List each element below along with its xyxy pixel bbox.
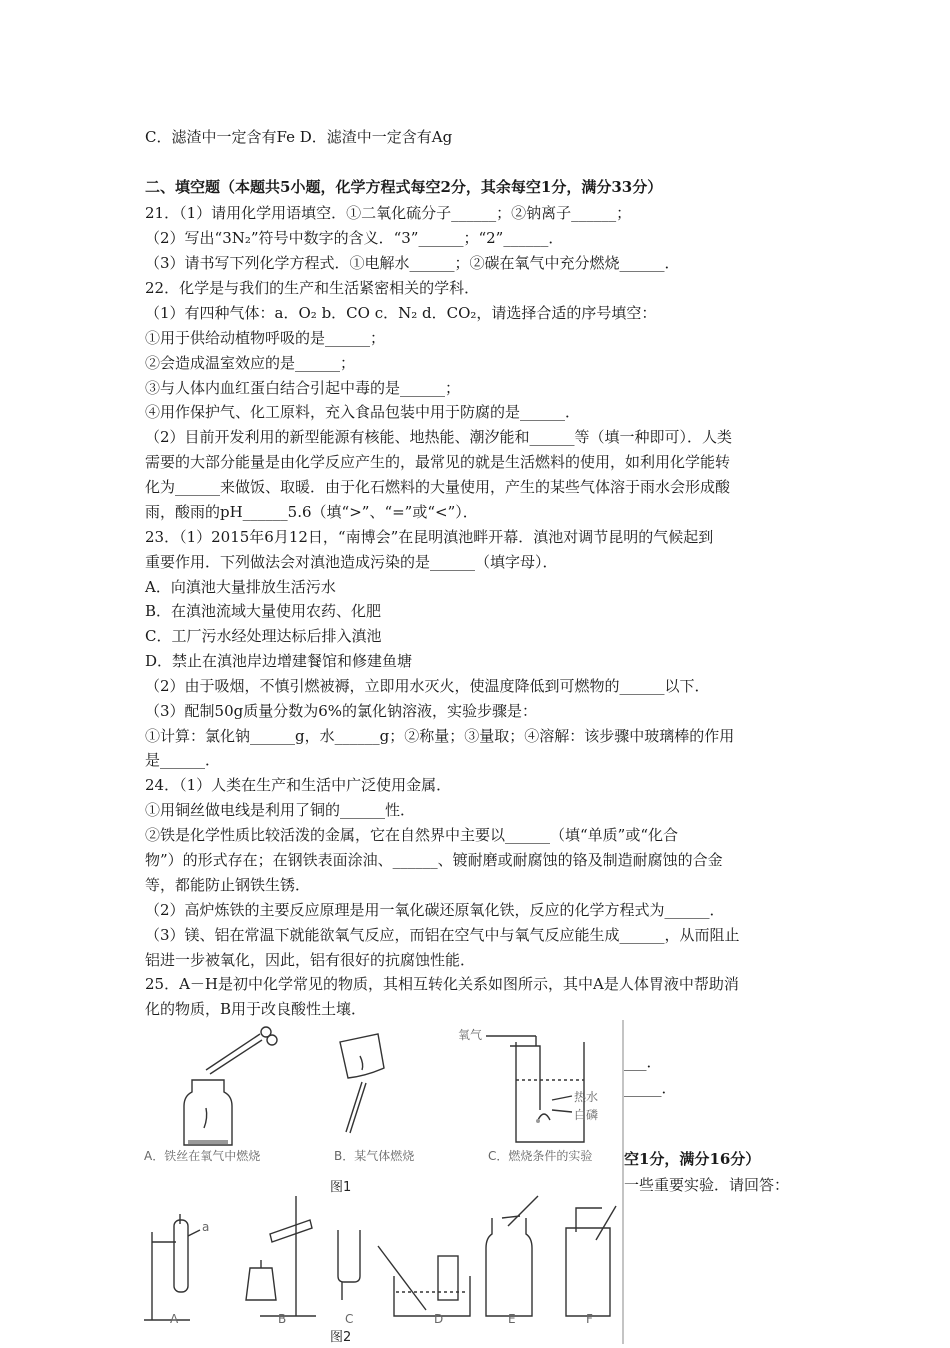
text-line: ①用铜丝做电线是利用了铜的______性． bbox=[145, 801, 416, 819]
figure-label: C．燃烧条件的实验 bbox=[488, 1149, 593, 1163]
text-line: 22．化学是与我们的生产和生活紧密相关的学科． bbox=[145, 279, 480, 297]
text-line: （3）镁、铝在常温下就能欲氧气反应，而铝在空气中与氧气反应能生成______，从而阻止 bbox=[145, 926, 740, 944]
text-line: D．禁止在滇池岸边增建餐馆和修建鱼塘 bbox=[145, 652, 413, 670]
text-line: B．在滇池流域大量使用农药、化肥 bbox=[145, 602, 382, 620]
experiment-figure bbox=[140, 1020, 624, 1344]
partial-text-line: 一些重要实验．请回答： bbox=[624, 1176, 790, 1194]
partial-section-heading: 空1分，满分16分） bbox=[624, 1150, 761, 1168]
apparatus-label: F bbox=[586, 1312, 593, 1326]
text-line: C．工厂污水经处理达标后排入滇池 bbox=[145, 627, 382, 645]
text-line: 化为______来做饭、取暖．由于化石燃料的大量使用，产生的某些气体溶于雨水会形成酸 bbox=[145, 478, 731, 496]
apparatus-label: A bbox=[170, 1312, 179, 1326]
text-line: （2）高炉炼铁的主要反应原理是用一氧化碳还原氧化铁，反应的化学方程式为______． bbox=[145, 901, 725, 919]
text-line: C．滤渣中一定含有Fe D．滤渣中一定含有Ag bbox=[145, 128, 453, 146]
text-line: 重要作用．下列做法会对滇池造成污染的是______（填字母）． bbox=[145, 553, 558, 571]
text-line: 25．A－H是初中化学常见的物质，其相互转化关系如图所示，其中A是人体胃液中帮助消 bbox=[145, 975, 739, 993]
text-line: 铝进一步被氧化，因此，铝有很好的抗腐蚀性能． bbox=[145, 951, 476, 969]
text-line: ④用作保护气、化工原料，充入食品包装中用于防腐的是______． bbox=[145, 403, 581, 421]
partial-blank: ___． bbox=[624, 1053, 662, 1071]
text-line: 化的物质，B用于改良酸性土壤． bbox=[145, 1000, 367, 1018]
apparatus-label: C bbox=[345, 1312, 354, 1326]
text-line: 需要的大部分能量是由化学反应产生的，最常见的就是生活燃料的使用，如利用化学能转 bbox=[145, 453, 731, 471]
text-line: 21．（1）请用化学用语填空．①二氧化硫分子______；②钠离子______； bbox=[145, 204, 632, 222]
apparatus-drawing bbox=[140, 1020, 624, 1344]
text-line: ②会造成温室效应的是______； bbox=[145, 354, 356, 372]
text-line: （2）写出“3N₂”符号中数字的含义．“3”______；“2”______． bbox=[145, 229, 564, 247]
white-phosphorus-label: 白磷 bbox=[574, 1108, 599, 1122]
text-line: （3）配制50g质量分数为6%的氯化钠溶液，实验步骤是： bbox=[145, 702, 538, 720]
hot-water-label: 热水 bbox=[574, 1090, 599, 1104]
text-line: （1）有四种气体：a．O₂ b．CO c．N₂ d．CO₂，请选择合适的序号填空： bbox=[145, 304, 657, 322]
text-line: 23．（1）2015年6月12日，“南博会”在昆明滇池畔开幕．滇池对调节昆明的气候起到 bbox=[145, 528, 714, 546]
figure-caption: 图1 bbox=[330, 1180, 352, 1195]
text-line: 是______． bbox=[145, 751, 221, 769]
figure-caption: 图2 bbox=[330, 1330, 352, 1345]
figure-label: A．铁丝在氧气中燃烧 bbox=[144, 1149, 261, 1163]
text-line: （2）目前开发利用的新型能源有核能、地热能、潮汐能和______等（填一种即可）．人类 bbox=[145, 428, 733, 446]
figure-label: B．某气体燃烧 bbox=[334, 1149, 415, 1163]
text-line: ①用于供给动植物呼吸的是______； bbox=[145, 329, 386, 347]
apparatus-label: B bbox=[278, 1312, 287, 1326]
tube-a-label: a bbox=[202, 1220, 210, 1234]
text-line: 物”）的形式存在；在钢铁表面涂油、______、镀耐磨或耐腐蚀的铬及制造耐腐蚀的合金 bbox=[145, 851, 723, 869]
apparatus-label: E bbox=[508, 1312, 516, 1326]
text-line: ①计算：氯化钠______g，水______g；②称量；③量取；④溶解：该步骤中玻璃棒的作用 bbox=[145, 727, 735, 745]
section-heading: 二、填空题（本题共5小题，化学方程式每空2分，其余每空1分，满分33分） bbox=[145, 178, 663, 196]
oxygen-label: 氧气 bbox=[458, 1028, 483, 1042]
text-line: （3）请书写下列化学方程式．①电解水______；②碳在氧气中充分燃烧______． bbox=[145, 254, 680, 272]
text-line: 雨，酸雨的pH______5.6（填“>”、“=”或“<”）． bbox=[145, 503, 478, 521]
apparatus-label: D bbox=[434, 1312, 444, 1326]
text-line: ②铁是化学性质比较活泼的金属，它在自然界中主要以______（填“单质”或“化合 bbox=[145, 826, 679, 844]
text-line: ③与人体内血红蛋白结合引起中毒的是______； bbox=[145, 379, 461, 397]
text-line: （2）由于吸烟，不慎引燃被褥，立即用水灭火，使温度降低到可燃物的______以下． bbox=[145, 677, 710, 695]
text-line: 24．（1）人类在生产和生活中广泛使用金属． bbox=[145, 776, 452, 794]
text-line: A．向滇池大量排放生活污水 bbox=[145, 578, 336, 596]
text-line: 等，都能防止钢铁生锈． bbox=[145, 876, 311, 894]
partial-blank: _____． bbox=[624, 1079, 677, 1097]
